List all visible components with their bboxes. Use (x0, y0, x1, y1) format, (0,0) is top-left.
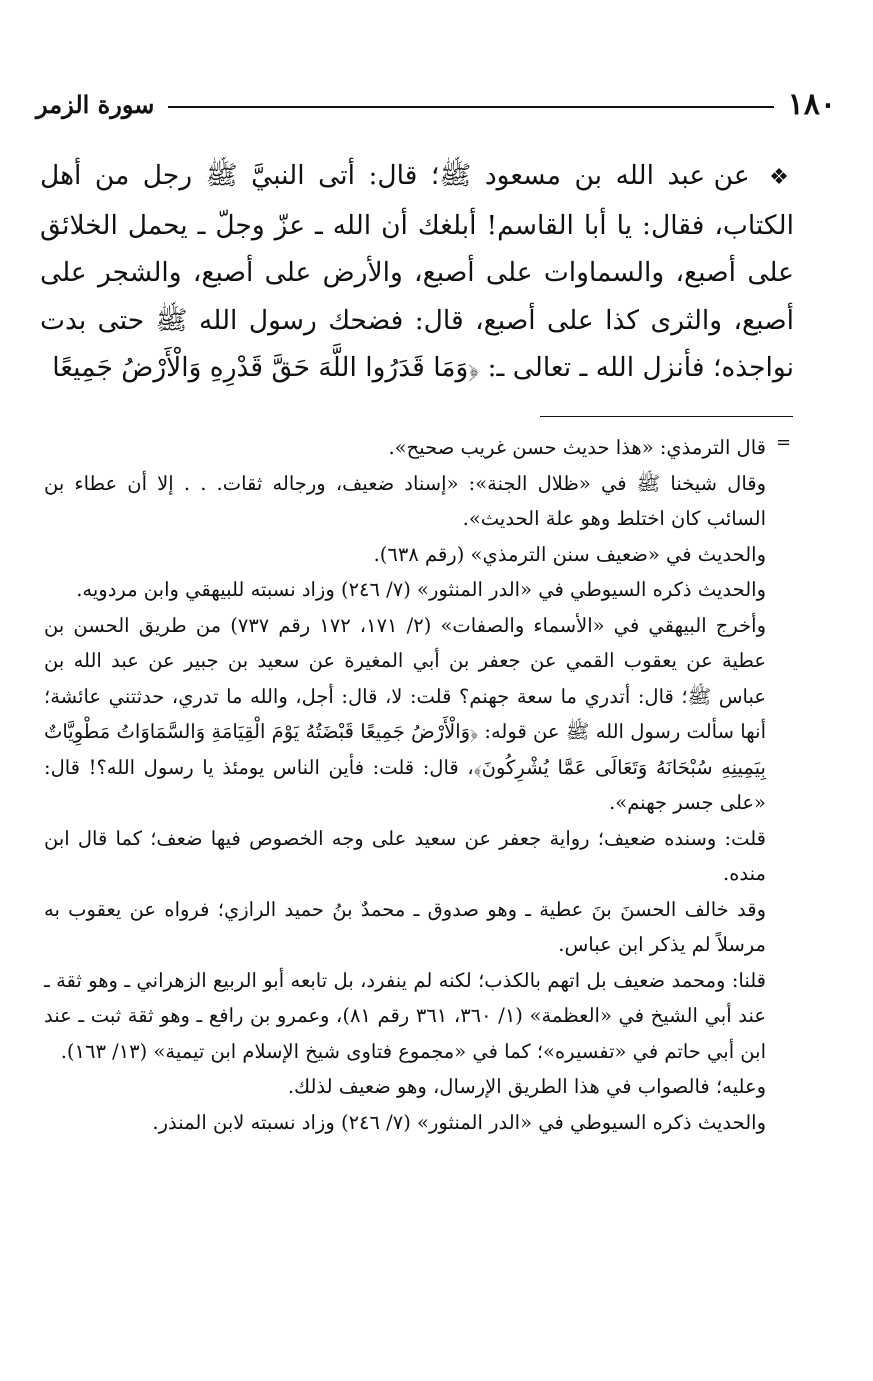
footnote-paragraph: وقد خالف الحسنَ بنَ عطية ـ وهو صدوق ـ محمدٌ بنُ حميد الرازي؛ فرواه عن يعقوب به مرسلاً لم يذكر ابن عباس. (44, 897, 766, 956)
footnote-paragraph: وأخرج البيهقي في «الأسماء والصفات» (٢/ ١٧١، ١٧٢ رقم ٧٣٧) من طريق الحسن بن عطية عن يعقوب القمي عن جعفر بن أبي المغيرة عن سعيد بن جبير عن عبد الله بن عباس ﷺ؛ قال: أتدري ما سعة جهنم؟ قلت: لا، قال: أجل، والله ما تدري، حدثتني عائشة؛ أنها سألت رسول الله ﷺ عن قوله: ﴿وَالْأَرْضُ جَمِيعًا قَبْضَتُهُ يَوْمَ الْقِيَامَةِ وَالسَّمَاوَاتُ مَطْوِيَّاتٌ بِيَمِينِهِ سُبْحَانَهُ وَتَعَالَى عَمَّا يُشْرِكُونَ﴾، قال: قلت: فأين الناس يومئذ يا رسول الله؟! قال: «على جسر جهنم». (44, 613, 766, 814)
page-number: ١٨٠ (787, 86, 836, 122)
footnote-paragraph: قلنا: ومحمد ضعيف بل اتهم بالكذب؛ لكنه لم ينفرد، بل تابعه أبو الربيع الزهراني ـ وهو ثقة ـ عند أبي الشيخ في «العظمة» (١/ ٣٦٠، ٣٦١ رقم ٨١)، وعمرو بن رافع ـ وهو ثقة ثبت ـ عند ابن أبي حاتم في «تفسيره»؛ كما في «مجموع فتاوى شيخ الإسلام ابن تيمية» (١٣/ ١٦٣). (44, 968, 766, 1063)
footnote-paragraph: والحديث ذكره السيوطي في «الدر المنثور» (٧/ ٢٤٦) وزاد نسبته لابن المنذر. (152, 1110, 766, 1134)
continuation-mark: = (776, 432, 792, 453)
footnote-separator (540, 416, 793, 417)
surah-title: سورة الزمر (36, 89, 155, 119)
main-paragraph: عن عبد الله بن مسعود ﷺ؛ قال: أتى النبيَّ ﷺ رجل من أهل الكتاب، فقال: يا أبا القاسم! أبلغك أن الله ـ عزّ وجلّ ـ يحمل الخلائق على أصبع، والسماوات على أصبع، والأرض على أصبع، والشجر على أصبع، والثرى كذا على أصبع، قال: فضحك رسول الله ﷺ حتى بدت نواجذه؛ فأنزل الله ـ تعالى ـ: ﴿وَمَا قَدَرُوا اللَّهَ حَقَّ قَدْرِهِ وَالْأَرْضُ جَمِيعًا (40, 160, 794, 383)
diamond-bullet-icon: ❖ (769, 165, 794, 190)
page-header (36, 82, 836, 126)
footnote-paragraph: والحديث ذكره السيوطي في «الدر المنثور» (٧/ ٢٤٦) وزاد نسبته للبيهقي وابن مردويه. (76, 578, 766, 601)
footnote-paragraph: قال الترمذي: «هذا حديث حسن غريب صحيح». (388, 436, 766, 459)
footnote-paragraph: والحديث في «ضعيف سنن الترمذي» (رقم ٦٣٨). (373, 542, 766, 566)
footnote-paragraph: قلت: وسنده ضعيف؛ رواية جعفر عن سعيد على وجه الخصوص فيها ضعف؛ كما قال ابن منده. (44, 826, 766, 885)
main-hadith-text (40, 152, 794, 392)
footnote-paragraph: وعليه؛ فالصواب في هذا الطريق الإرسال، وهو ضعيف لذلك. (287, 1075, 766, 1098)
header-rule (168, 106, 773, 108)
footnotes (44, 430, 766, 1140)
footnote-paragraph: وقال شيخنا ﷺ في «ظلال الجنة»: «إسناد ضعيف، ورجاله ثقات. . . إلا أن عطاء بن السائب كان اختلط وهو علة الحديث». (44, 471, 766, 530)
